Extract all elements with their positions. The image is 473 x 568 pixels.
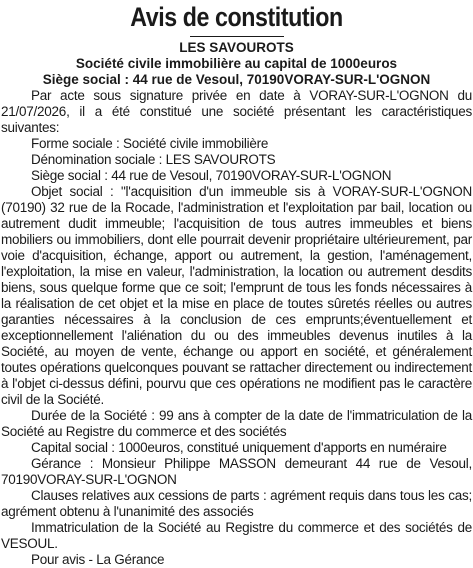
- paragraph-registration: Immatriculation de la Société au Registre du commerce et des sociétés de VESOUL.: [1, 520, 472, 551]
- paragraph-head-office: Siège social : 44 rue de Vesoul, 70190VORAY-SUR-L'OGNON: [31, 168, 392, 183]
- paragraph-management: Gérance : Monsieur Philippe MASSON demeurant 44 rue de Vesoul, 70190VORAY-SUR-L'OGNON: [1, 456, 472, 487]
- notice-title: Avis de constitution: [130, 2, 343, 32]
- paragraph-capital: Capital social : 1000euros, constitué uniquement d'apports en numéraire: [31, 440, 447, 455]
- paragraph-signature: Pour avis - La Gérance: [31, 552, 165, 567]
- notice-body: [1, 88, 472, 568]
- paragraph-legal-form: Forme sociale : Société civile immobilière: [31, 136, 269, 151]
- paragraph-share-transfer: Clauses relatives aux cessions de parts : agrément requis dans tous les cas; agrément obtenu à l'unanimité des associés: [1, 488, 472, 519]
- paragraph-duration: Durée de la Société : 99 ans à compter de la date de l'immatriculation de la Société au Registre du commerce et des sociétés: [1, 408, 472, 439]
- title-divider: [190, 36, 284, 37]
- company-type-capital: Société civile immobilière au capital de 1000euros: [75, 56, 398, 71]
- paragraph-intro: Par acte sous signature privée en date à VORAY-SUR-L'OGNON du 21/07/2026, il a été constitué une société présentant les caractéristiques suivantes:: [1, 88, 472, 135]
- paragraph-company-name: Dénomination sociale : LES SAVOUROTS: [31, 152, 276, 167]
- paragraph-purpose: Objet social : "l'acquisition d'un immeuble sis à VORAY-SUR-L'OGNON (70190) 32 rue de la Rocade, l'administration et l'exploitation par bail, location ou autrement dudit immeuble; l'acquisition de tous autres immeubles et biens mobiliers ou immobiliers, dont elle pourrait devenir propriétaire ultérieurement, par voie d'acquisition, échange, apport ou autrement, la gestion, l'aménagement, l'exploitation, la mise en valeur, l'administration, la location ou autrement desdits biens, sous quelque forme que ce soit; l'emprunt de tous les fonds nécessaires à la réalisation de cet objet et la mise en place de toutes sûretés réelles ou autres garanties nécessaires à la conclusion de ces emprunts;éventuellement et exceptionnellement l'aliénation du ou des immeubles devenus inutiles à la Société, au moyen de vente, échange ou apport en société, et généralement toutes opérations quelconques pouvant se rattacher directement ou indirectement à l'objet ci-dessus défini, pourvu que ces opérations ne modifient pas le caractère civil de la Société.: [1, 184, 472, 407]
- head-office: Siège social : 44 rue de Vesoul, 70190VORAY-SUR-L'OGNON: [42, 72, 431, 87]
- company-name: LES SAVOUROTS: [179, 40, 294, 55]
